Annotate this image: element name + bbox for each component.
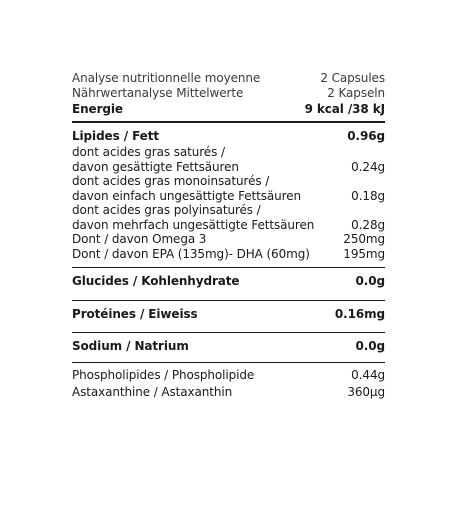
mono-value: 0.18g [351,188,385,203]
omega3-row [72,232,385,247]
phospholipids-row [72,363,385,383]
sodium-value: 0.0g [355,339,385,353]
carbs-row [72,268,385,295]
lipids-section [72,123,385,268]
mono-de-label: davon einfach ungesättigte Fettsäuren [72,188,302,203]
phospholipids-value: 0.44g [351,367,385,382]
saturated-fr-row [72,145,385,160]
header-value-de: 2 Kapseln [327,85,385,100]
header-row-fr [72,71,385,86]
lipids-value: 0.96g [347,128,385,143]
sodium-row [72,333,385,360]
poly-de-row [72,218,385,233]
epa-label: Dont / davon EPA (135mg)- DHA (60mg) [72,246,310,261]
mono-fr-label: dont acides gras monoinsaturés / [72,174,270,188]
header-row-de [72,86,385,101]
poly-fr-row [72,203,385,218]
protein-value: 0.16mg [334,306,385,321]
saturated-fr-label: dont acides gras saturés / [72,145,225,159]
saturated-de-label: davon gesättigte Fettsäuren [72,159,239,174]
energy-row [72,102,385,121]
saturated-value: 0.24g [351,159,385,174]
header-value-fr: 2 Capsules [320,71,385,85]
energy-value: 9 kcal /38 kJ [304,102,385,116]
phospholipids-label: Phospholipides / Phospholipide [72,367,255,382]
lipids-label: Lipides / Fett [72,128,159,143]
protein-label: Protéines / Eiweiss [72,306,198,321]
energy-label: Energie [72,102,123,116]
poly-de-label: davon mehrfach ungesättigte Fettsäuren [72,217,315,232]
omega3-value: 250mg [343,232,385,246]
astaxanthin-row [72,385,385,400]
astaxanthin-label: Astaxanthine / Astaxanthin [72,385,233,399]
epa-value: 195mg [343,246,385,261]
nutrition-table [72,71,385,400]
protein-row [72,301,385,328]
carbs-label: Glucides / Kohlenhydrate [72,274,240,288]
lipids-row [72,129,385,144]
poly-value: 0.28g [351,217,385,232]
sodium-label: Sodium / Natrium [72,339,189,353]
saturated-de-row [72,160,385,175]
epa-row [72,247,385,268]
mono-fr-row [72,174,385,189]
mono-de-row [72,189,385,204]
poly-fr-label: dont acides gras polyinsaturés / [72,203,261,217]
carbs-value: 0.0g [355,274,385,288]
header-label-fr: Analyse nutritionnelle moyenne [72,71,261,85]
omega3-label: Dont / davon Omega 3 [72,232,207,246]
astaxanthin-value: 360µg [347,385,385,399]
header-label-de: Nährwertanalyse Mittelwerte [72,85,244,100]
